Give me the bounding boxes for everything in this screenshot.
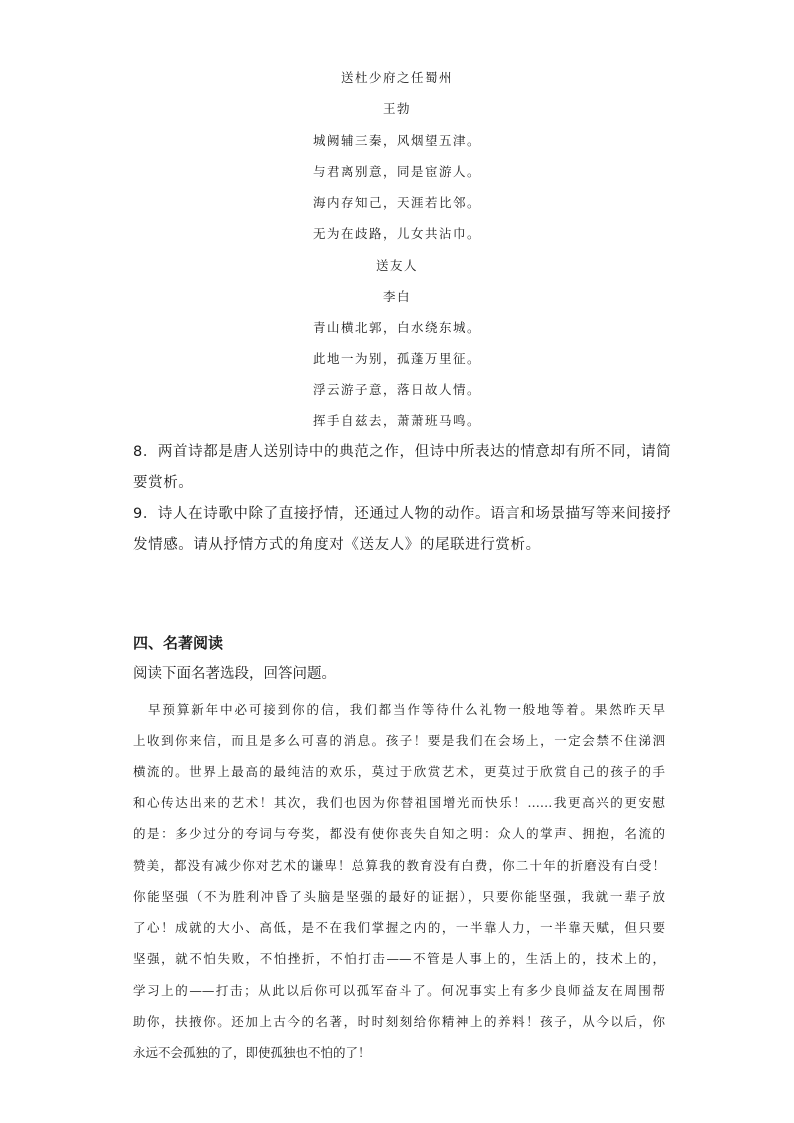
poem1-line-2: 与君离别意，同是宦游人。 — [312, 164, 481, 179]
poem1-title: 送杜少府之任蜀州 — [340, 70, 453, 85]
question-9: 9．诗人在诗歌中除了直接抒情，还通过人物的动作。语言和场景描写等来间接抒发情感。请从抒情方式的角度对《送友人》的尾联进行赏析。 — [133, 506, 672, 553]
passage-line: 学习上的——打击；从此以后你可以孤军奋斗了。何况事实上有多少良师益友在周围帮 — [133, 983, 665, 998]
passage-line: 坚强，就不怕失败，不怕挫折，不怕打击——不管是人事上的，生活上的，技术上的， — [133, 951, 665, 966]
question-8: 8．两首诗都是唐人送别诗中的典范之作，但诗中所表达的情意却有所不同，请简要赏析。 — [133, 444, 672, 491]
poem2-title: 送友人 — [375, 258, 418, 273]
poem2-line-4: 挥手自兹去，萧萧班马鸣。 — [312, 413, 481, 428]
passage-line: 赞美，都没有减少你对艺术的谦卑！总算我的教育没有白费，你二十年的折磨没有白受！ — [133, 858, 665, 873]
poem2-line-1: 青山横北郭，白水绕东城。 — [312, 320, 481, 335]
passage-line: 永远不会孤独的了，即使孤独也不怕的了！ — [133, 1045, 371, 1060]
passage-line: 早预算新年中必可接到你的信，我们都当作等待什么礼物一般地等着。果然昨天早 — [148, 702, 665, 717]
passage-line: 横流的。世界上最高的最纯洁的欢乐，莫过于欣赏艺术，更莫过于欣赏自己的孩子的手 — [133, 764, 665, 779]
passage-line: 了心！成就的大小、高低，是不在我们掌握之内的，一半靠人力，一半靠天赋，但只要 — [133, 920, 665, 935]
poem2-author: 李白 — [382, 289, 411, 304]
passage-line: 助你，扶掖你。还加上古今的名著，时时刻刻给你精神上的养料！孩子，从今以后，你 — [133, 1014, 665, 1029]
section-instruction: 阅读下面名著选段，回答问题。 — [133, 666, 336, 682]
passage-line: 的是：多少过分的夸词与夸奖，都没有使你丧失自知之明：众人的掌声、拥抱，名流的 — [133, 826, 665, 841]
poem2-line-3: 浮云游子意，落日故人情。 — [312, 382, 481, 397]
poem1-line-3: 海内存知己，天涯若比邻。 — [312, 195, 481, 210]
poem1-line-4: 无为在歧路，儿女共沾巾。 — [312, 226, 481, 241]
passage-line: 上收到你来信，而且是多么可喜的消息。孩子！要是我们在会场上，一定会禁不住涕泗 — [133, 733, 665, 748]
poem2-line-2: 此地一为别，孤蓬万里征。 — [312, 351, 481, 366]
poem1-line-1: 城阙辅三秦，风烟望五津。 — [312, 133, 481, 148]
passage-line: 和心传达出来的艺术！其次，我们也因为你替祖国增光而快乐！……我更高兴的更安慰 — [133, 795, 665, 810]
passage-line: 你能坚强（不为胜利冲昏了头脑是坚强的最好的证据），只要你能坚强，我就一辈子放 — [133, 889, 665, 904]
poem1-author: 王勃 — [382, 101, 411, 116]
section-heading: 四、名著阅读 — [133, 634, 224, 652]
